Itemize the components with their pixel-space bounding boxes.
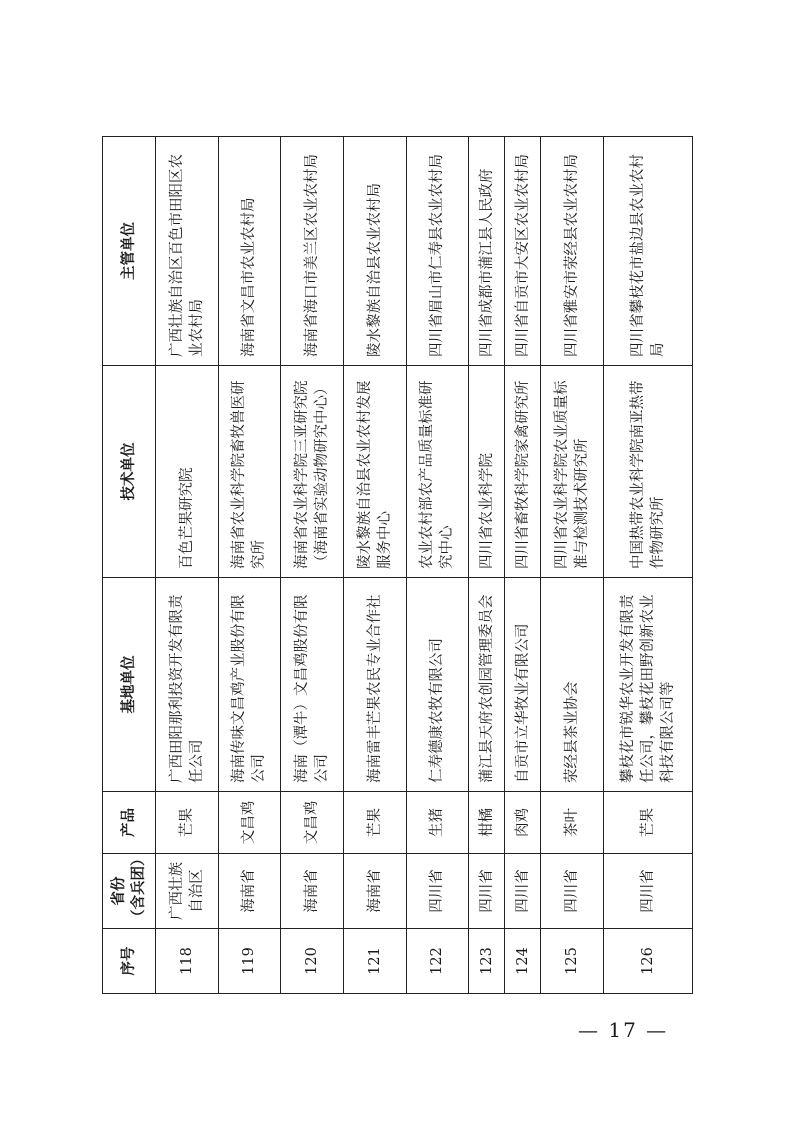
- cell-base-unit: 广西田阳那利投资开发有限责任公司: [156, 578, 219, 792]
- cell-product: 文昌鸡: [218, 792, 281, 854]
- cell-authority: 四川省自贡市大安区农业农村局: [505, 137, 541, 366]
- cell-authority: 四川省攀枝花市盐边县农业农村局: [603, 137, 692, 366]
- cell-tech-unit: 陵水黎族自治县农业农村发展服务中心: [343, 366, 406, 578]
- cell-authority: 四川省眉山市仁寿县农业农村局: [406, 137, 469, 366]
- header-province-line1: 省份: [111, 876, 127, 906]
- cell-seq: 124: [505, 929, 541, 994]
- header-authority: 主管单位: [103, 137, 156, 366]
- cell-tech-unit: 海南省农业科学院三亚研究院（海南省实验动物研究中心）: [281, 366, 344, 578]
- cell-authority: 陵水黎族自治县农业农村局: [343, 137, 406, 366]
- cell-seq: 120: [281, 929, 344, 994]
- cell-authority: 四川省雅安市荥经县农业农村局: [541, 137, 604, 366]
- cell-tech-unit: 四川省农业科学院农业质量标准与检测技术研究所: [541, 366, 604, 578]
- page-number: — 17 —: [578, 1018, 669, 1042]
- cell-province: 四川省: [406, 854, 469, 929]
- cell-province: 海南省: [218, 854, 281, 929]
- cell-seq: 126: [603, 929, 692, 994]
- cell-base-unit: 荥经县茶业协会: [541, 578, 604, 792]
- cell-seq: 123: [469, 929, 505, 994]
- cell-product: 文昌鸡: [281, 792, 344, 854]
- cell-product: 柑橘: [469, 792, 505, 854]
- cell-tech-unit: 百色芒果研究院: [156, 366, 219, 578]
- table-row: [156, 137, 219, 994]
- cell-base-unit: 攀枝花市锐华农业开发有限责任公司，攀枝花田野创新农业科技有限公司等: [603, 578, 692, 792]
- cell-province: 广西壮族自治区: [156, 854, 219, 929]
- cell-base-unit: 自贡市立华牧业有限公司: [505, 578, 541, 792]
- cell-seq: 121: [343, 929, 406, 994]
- cell-seq: 125: [541, 929, 604, 994]
- cell-base-unit: 海南传味文昌鸡产业股份有限公司: [218, 578, 281, 792]
- cell-seq: 118: [156, 929, 219, 994]
- header-province-line2: （含兵团）: [131, 851, 147, 924]
- cell-authority: 海南省海口市美兰区农业农村局: [281, 137, 344, 366]
- cell-province: 海南省: [343, 854, 406, 929]
- cell-base-unit: 海南雷丰芒果农民专业合作社: [343, 578, 406, 792]
- cell-tech-unit: 四川省农业科学院: [469, 366, 505, 578]
- cell-authority: 海南省文昌市农业农村局: [218, 137, 281, 366]
- cell-product: 芒果: [343, 792, 406, 854]
- cell-tech-unit: 海南省农业科学院畜牧兽医研究所: [218, 366, 281, 578]
- rotated-table-container: [102, 137, 693, 994]
- cell-province: 四川省: [541, 854, 604, 929]
- table-row: [541, 137, 604, 994]
- cell-seq: 122: [406, 929, 469, 994]
- cell-seq: 119: [218, 929, 281, 994]
- header-base-unit: 基地单位: [103, 578, 156, 792]
- cell-tech-unit: 农业农村部农产品质量标准研究中心: [406, 366, 469, 578]
- cell-product: 肉鸡: [505, 792, 541, 854]
- cell-province: 四川省: [603, 854, 692, 929]
- table-row: [603, 137, 692, 994]
- cell-product: 芒果: [156, 792, 219, 854]
- data-table: [102, 136, 693, 994]
- table-row: [505, 137, 541, 994]
- cell-product: 茶叶: [541, 792, 604, 854]
- header-province: [103, 851, 156, 929]
- table-row: [469, 137, 505, 994]
- cell-base-unit: 蒲江县天府农创园管理委员会: [469, 578, 505, 792]
- table-row: [218, 137, 281, 994]
- header-seq: 序号: [103, 929, 156, 994]
- cell-product: 生猪: [406, 792, 469, 854]
- table-header-row: [103, 137, 156, 994]
- cell-tech-unit: 中国热带农业科学院南亚热带作物研究所: [603, 366, 692, 578]
- header-product: 产品: [103, 792, 156, 854]
- cell-tech-unit: 四川省畜牧科学院家禽研究所: [505, 366, 541, 578]
- table-row: [281, 137, 344, 994]
- cell-authority: 四川省成都市蒲江县人民政府: [469, 137, 505, 366]
- cell-province: 海南省: [281, 854, 344, 929]
- cell-province: 四川省: [469, 854, 505, 929]
- cell-product: 芒果: [603, 792, 692, 854]
- table-row: [406, 137, 469, 994]
- cell-base-unit: 海南（潭牛）文昌鸡股份有限公司: [281, 578, 344, 792]
- header-tech-unit: 技术单位: [103, 366, 156, 578]
- cell-authority: 广西壮族自治区百色市田阳区农业农村局: [156, 137, 219, 366]
- cell-province: 四川省: [505, 854, 541, 929]
- table-row: [343, 137, 406, 994]
- cell-base-unit: 仁寿德康农牧有限公司: [406, 578, 469, 792]
